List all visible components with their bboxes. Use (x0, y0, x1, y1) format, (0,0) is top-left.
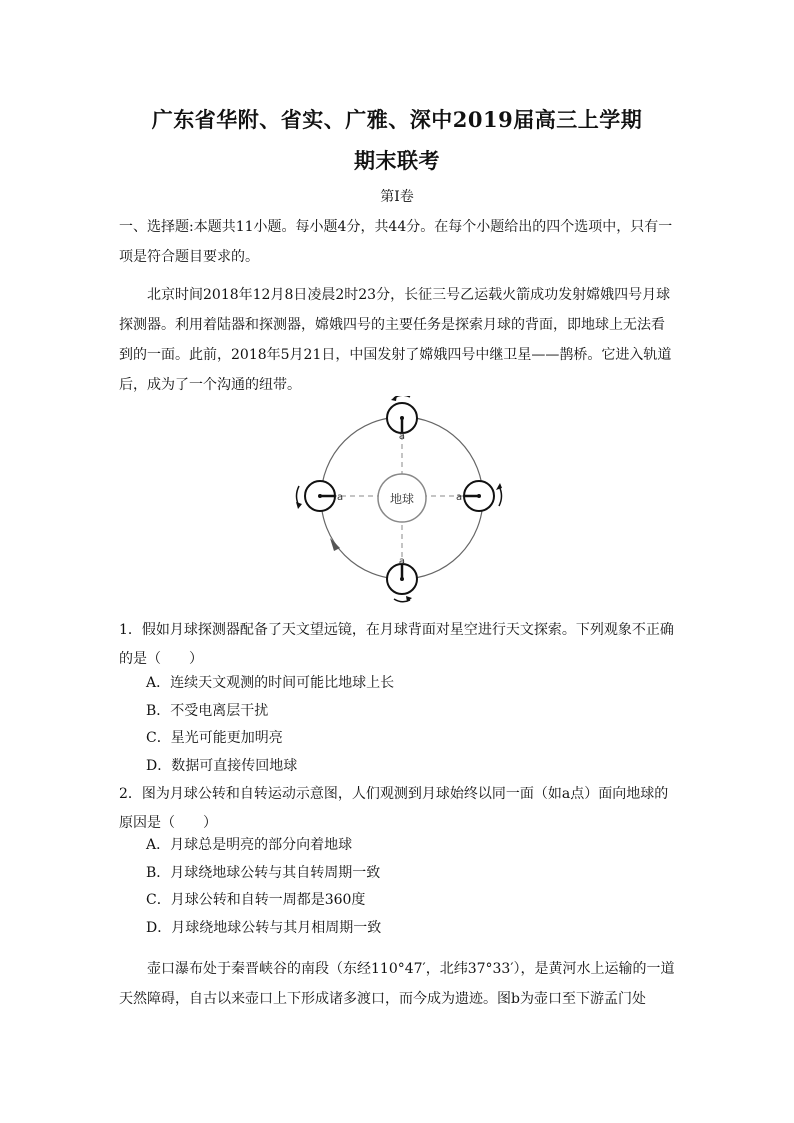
rotation-arrow-icon (499, 486, 502, 506)
question-1-option-a: A．连续天文观测的时间可能比地球上长 (146, 675, 395, 691)
question-2-option-b: B．月球绕地球公转与其自转周期一致 (146, 864, 381, 881)
moon-top (387, 396, 417, 442)
question-1-options (146, 670, 394, 780)
earth-label: 地球 (389, 492, 415, 506)
passage-hukou: 壶口瀑布处于秦晋峡谷的南段（东经110°47′，北纬37°33′），是黄河水上运输的一道天然障碍，自古以来壶口上下形成诸多渡口，而今成为遗迹。图b为壶口至下游孟门处 (119, 961, 675, 1007)
question-2-option-c: C．月球公转和自转一周都是360度 (146, 892, 366, 908)
point-a-label: a (398, 431, 406, 442)
exam-title-line2: 期末联考 (354, 148, 440, 173)
question-1-stem: 1．假如月球探测器配备了天文望远镜，在月球背面对星空进行天文探索。下列观象不正确的是（ ） (119, 622, 674, 667)
moon-bottom (387, 556, 417, 602)
moon-left (296, 481, 343, 511)
question-1-option-d: D．数据可直接传回地球 (146, 757, 298, 774)
point-a-label: a (337, 492, 344, 503)
point-a-label: a (456, 492, 463, 503)
moon-orbit-diagram (290, 396, 510, 608)
question-1-option-b: B．不受电离层干扰 (146, 702, 269, 719)
passage-change4: 北京时间2018年12月8日凌晨2时23分，长征三号乙运载火箭成功发射嫦娥四号月球探测器。利用着陆器和探测器，嫦娥四号的主要任务是探索月球的背面，即地球上无法看到的一面。此前，2018年5月21日，中国发射了嫦娥四号中继卫星——鹊桥。它进入轨道后，成为了一个沟通的纽带。 (119, 287, 672, 393)
exam-title-line1: 广东省华附、省实、广雅、深中2019届高三上学期 (151, 107, 643, 132)
question-2-option-a: A．月球总是明亮的部分向着地球 (146, 837, 353, 853)
question-2-option-d: D．月球绕地球公转与其月相周期一致 (146, 919, 382, 936)
section-instructions: 一、选择题:本题共11小题。每小题4分，共44分。在每个小题给出的四个选项中，只有一项是符合题目要求的。 (119, 219, 673, 265)
point-a-label: a (398, 556, 406, 567)
volume-label: 第Ⅰ卷 (380, 189, 414, 205)
question-2-options (146, 832, 381, 942)
question-1-option-c: C．星光可能更加明亮 (146, 730, 283, 746)
question-2-stem: 2．图为月球公转和自转运动示意图，人们观测到月球始终以同一面（如a点）面向地球的原因是（ ） (119, 786, 669, 831)
